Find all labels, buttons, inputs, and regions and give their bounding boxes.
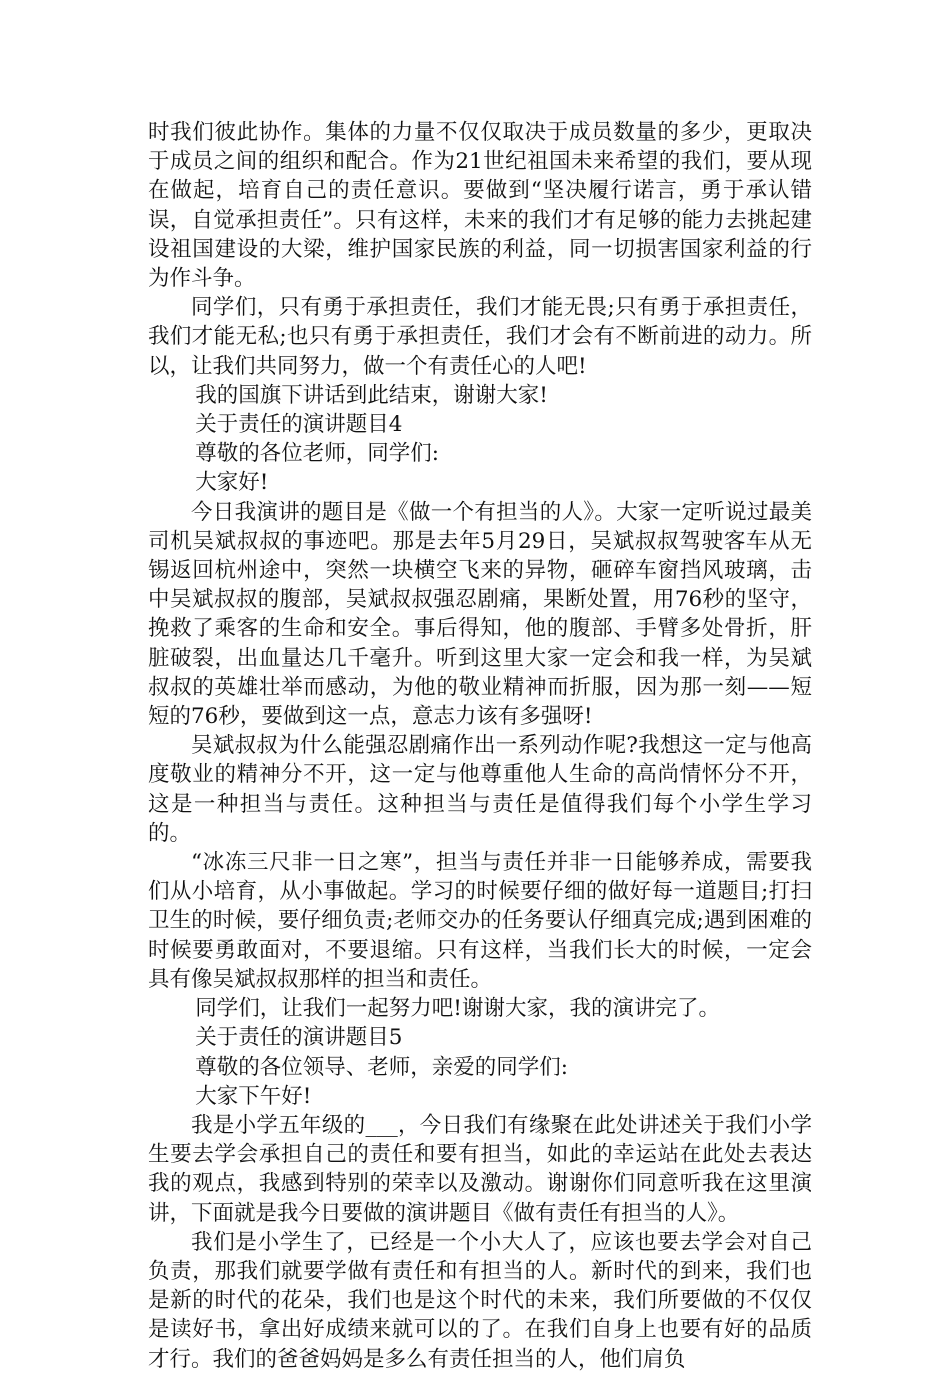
paragraph: 今日我演讲的题目是《做一个有担当的人》。大家一定听说过最美司机吴斌叔叔的事迹吧。那是去年5月29日，吴斌叔叔驾驶客车从无锡返回杭州途中，突然一块横空飞来的异物，砸碎车窗挡风玻璃，击中吴斌叔叔的腹部，吴斌叔叔强忍剧痛，果断处置，用76秒的坚守，挽救了乘客的生命和安全。事后得知，他的腹部、手臂多处骨折，肝脏破裂，出血量达几千毫升。听到这里大家一定会和我一样，为吴斌叔叔的英雄壮举而感动，为他的敬业精神而折服，因为那一刻——短短的76秒，要做到这一点，意志力该有多强呀!	[148, 499, 812, 730]
paragraph: “冰冻三尺非一日之寒”，担当与责任并非一日能够养成，需要我们从小培育，从小事做起。学习的时候要仔细的做好每一道题目;打扫卫生的时候，要仔细负责;老师交办的任务要认仔细真完成;遇到困难的时候要勇敢面对，不要退缩。只有这样，当我们长大的时候，一定会具有像吴斌叔叔那样的担当和责任。	[148, 850, 812, 992]
greeting: 大家好!	[195, 470, 269, 496]
section-heading: 关于责任的演讲题目4	[195, 412, 403, 438]
paragraph: 同学们，只有勇于承担责任，我们才能无畏;只有勇于承担责任，我们才能无私;也只有勇于承担责任，我们才会有不断前进的动力。所以，让我们共同努力，做一个有责任心的人吧!	[148, 295, 812, 379]
document-page	[148, 118, 812, 1374]
closing-line: 我的国旗下讲话到此结束，谢谢大家!	[195, 382, 548, 408]
paragraph: 我是小学五年级的___，今日我们有缘聚在此处讲述关于我们小学生要去学会承担自己的责任和要有担当，如此的幸运站在此处去表达我的观点，我感到特别的荣幸以及激动。谢谢你们同意听我在这里演讲，下面就是我今日要做的演讲题目《做有责任有担当的人》。	[148, 1112, 812, 1226]
salutation: 尊敬的各位老师，同学们:	[195, 441, 440, 467]
closing-line: 同学们，让我们一起努力吧!谢谢大家，我的演讲完了。	[195, 996, 720, 1022]
section-heading: 关于责任的演讲题目5	[195, 1025, 403, 1051]
greeting: 大家下午好!	[195, 1083, 312, 1109]
paragraph: 时我们彼此协作。集体的力量不仅仅取决于成员数量的多少，更取决于成员之间的组织和配合。作为21世纪祖国未来希望的我们，要从现在做起，培育自己的责任意识。要做到“坚决履行诺言，勇于承认错误，自觉承担责任”。只有这样，未来的我们才有足够的能力去挑起建设祖国建设的大梁，维护国家民族的利益，同一切损害国家利益的行为作斗争。	[148, 120, 812, 292]
paragraph: 我们是小学生了，已经是一个小大人了，应该也要去学会对自己负责，那我们就要学做有责任和有担当的人。新时代的到来，我们也是新的时代的花朵，我们也是这个时代的未来，我们所要做的不仅仅是读好书，拿出好成绩来就可以的了。在我们自身上也要有好的品质才行。我们的爸爸妈妈是多么有责任担当的人，他们肩负	[148, 1229, 812, 1372]
salutation: 尊敬的各位领导、老师，亲爱的同学们:	[195, 1054, 569, 1080]
paragraph: 吴斌叔叔为什么能强忍剧痛作出一系列动作呢?我想这一定与他高度敬业的精神分不开，这一定与他尊重他人生命的高尚情怀分不开，这是一种担当与责任。这种担当与责任是值得我们每个小学生学习的。	[148, 733, 812, 846]
